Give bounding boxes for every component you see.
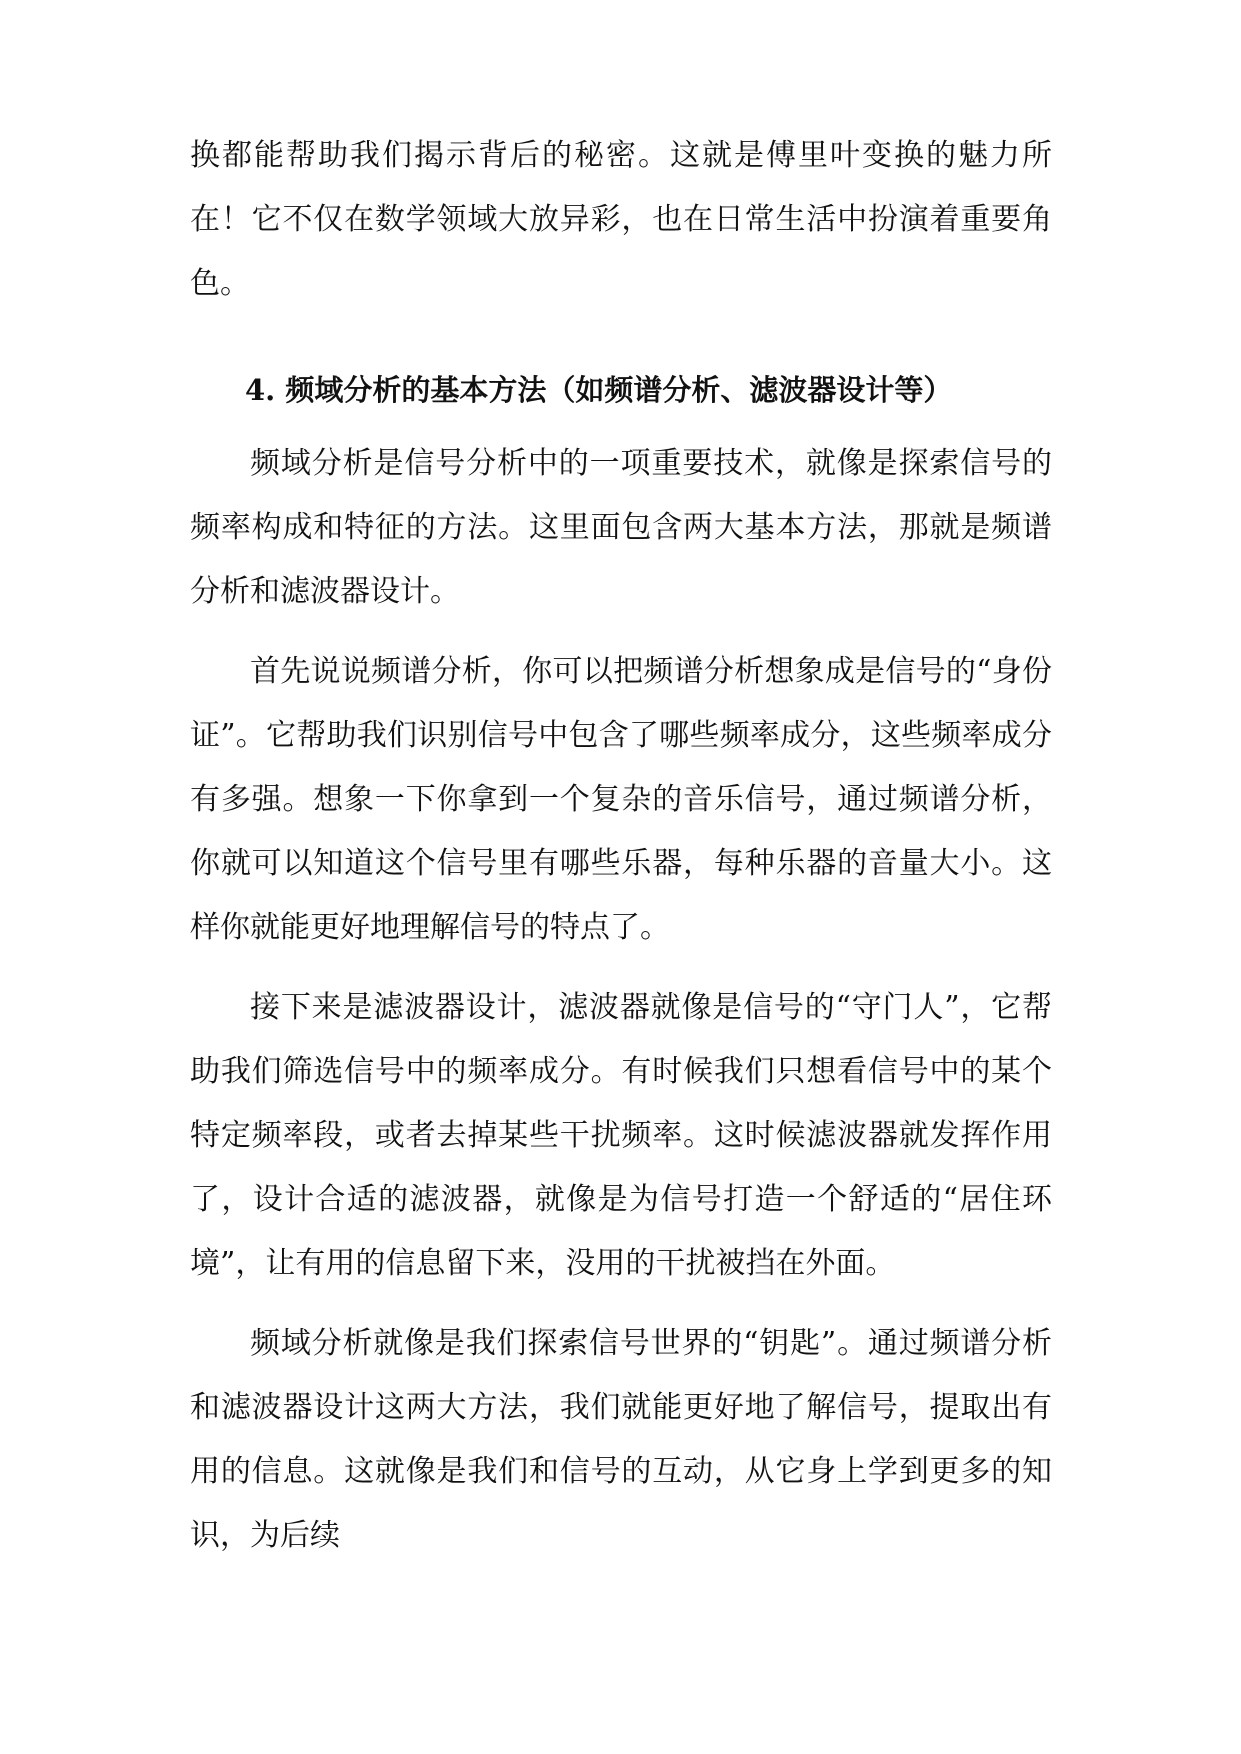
document-body: [190, 124, 1052, 1568]
continuation-paragraph: 换都能帮助我们揭示背后的秘密。这就是傅里叶变换的魅力所在！它不仅在数学领域大放异彩，也在日常生活中扮演着重要角色。: [190, 138, 1052, 301]
section-heading: 4. 频域分析的基本方法（如频谱分析、滤波器设计等）: [245, 373, 953, 407]
body-paragraph-4: 频域分析就像是我们探索信号世界的“钥匙”。通过频谱分析和滤波器设计这两大方法，我们就能更好地了解信号，提取出有用的信息。这就像是我们和信号的互动，从它身上学到更多的知识，为后续: [190, 1326, 1052, 1553]
body-paragraph-1: 频域分析是信号分析中的一项重要技术，就像是探索信号的频率构成和特征的方法。这里面包含两大基本方法，那就是频谱分析和滤波器设计。: [190, 446, 1052, 609]
body-paragraph-3: 接下来是滤波器设计，滤波器就像是信号的“守门人”，它帮助我们筛选信号中的频率成分。有时候我们只想看信号中的某个特定频率段，或者去掉某些干扰频率。这时候滤波器就发挥作用了，设计合适的滤波器，就像是为信号打造一个舒适的“居住环境”，让有用的信息留下来，没用的干扰被挡在外面。: [190, 990, 1052, 1281]
body-paragraph-2: 首先说说频谱分析，你可以把频谱分析想象成是信号的“身份证”。它帮助我们识别信号中包含了哪些频率成分，这些频率成分有多强。想象一下你拿到一个复杂的音乐信号，通过频谱分析，你就可以知道这个信号里有哪些乐器，每种乐器的音量大小。这样你就能更好地理解信号的特点了。: [190, 654, 1052, 945]
